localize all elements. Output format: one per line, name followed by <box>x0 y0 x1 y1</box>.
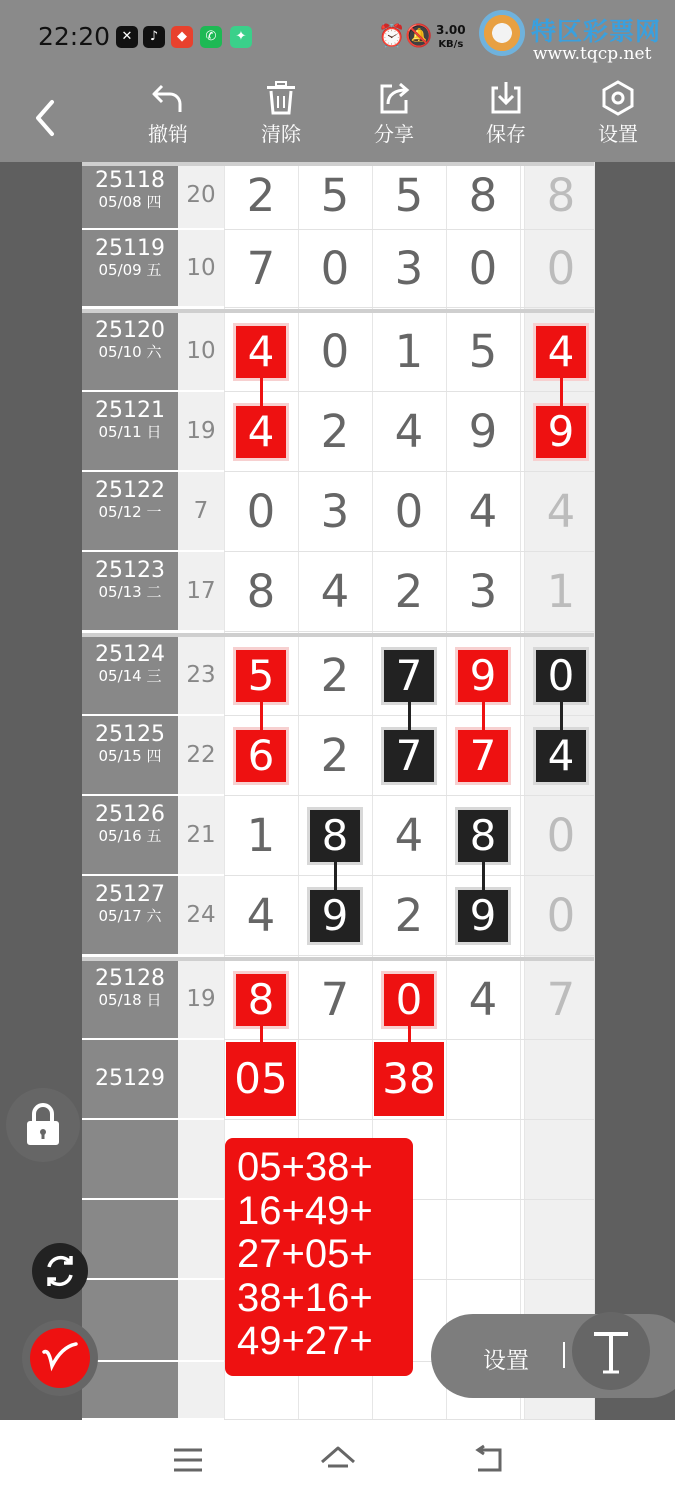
share-label: 分享 <box>374 122 414 146</box>
highlight-digit[interactable]: 0 <box>384 974 434 1026</box>
connector-line <box>408 702 411 730</box>
toolbar <box>0 72 675 162</box>
highlight-digit[interactable]: 9 <box>458 650 508 702</box>
drawn-digit: 2 <box>320 405 350 458</box>
chevron-left-icon <box>28 98 64 138</box>
connector-line <box>560 378 563 406</box>
column-divider <box>594 162 595 1420</box>
connector-line <box>482 862 485 890</box>
drawn-digit: 4 <box>394 809 424 862</box>
status-bar <box>0 0 675 72</box>
sum-cell <box>178 1040 224 1118</box>
net-speed-value: 3.00 <box>436 23 466 37</box>
drawn-digit: 8 <box>468 169 498 222</box>
connector-line <box>260 702 263 730</box>
connector-line <box>260 1026 263 1042</box>
highlight-digit[interactable]: 8 <box>310 810 360 862</box>
app-icon-green: ✦ <box>230 26 252 48</box>
period-cell <box>82 230 178 306</box>
drawn-digit: 2 <box>394 565 424 618</box>
drawn-digit: 4 <box>468 485 498 538</box>
period-date: 05/15 四 <box>98 747 162 765</box>
drawn-digit: 0 <box>468 242 498 295</box>
gear-icon <box>600 80 636 116</box>
highlight-digit[interactable]: 4 <box>536 730 586 782</box>
highlight-digit[interactable]: 6 <box>236 730 286 782</box>
last-digit: 0 <box>546 889 576 942</box>
drawn-digit: 3 <box>320 485 350 538</box>
lock-button[interactable] <box>6 1088 80 1162</box>
drawn-digit: 3 <box>468 565 498 618</box>
period-date: 05/12 一 <box>98 503 162 521</box>
highlight-digit[interactable]: 4 <box>236 326 286 378</box>
period-date: 05/09 五 <box>98 261 162 279</box>
connector-line <box>260 378 263 406</box>
period-number: 25124 <box>95 642 165 667</box>
period-cell <box>82 1120 178 1198</box>
connector-line <box>560 702 563 730</box>
period-cell <box>82 392 178 470</box>
highlight-digit[interactable]: 7 <box>384 730 434 782</box>
drawn-digit: 0 <box>320 325 350 378</box>
drawn-digit: 1 <box>246 809 276 862</box>
settings-pill-label: 设置 <box>483 1348 529 1374</box>
capcut-icon: ✕ <box>116 26 138 48</box>
drawn-digit: 2 <box>394 889 424 942</box>
last-digit: 7 <box>546 973 576 1026</box>
column-divider <box>520 162 521 1420</box>
mute-icon: 🔕 <box>405 24 433 49</box>
drawn-digit: 0 <box>320 242 350 295</box>
period-cell <box>82 1362 178 1418</box>
app-icon: ◆ <box>171 26 193 48</box>
save-button[interactable] <box>466 80 546 160</box>
drawn-digit: 4 <box>246 889 276 942</box>
refresh-button[interactable] <box>32 1243 88 1299</box>
period-date: 05/10 六 <box>98 343 162 361</box>
sum-cell: 24 <box>178 876 224 954</box>
period-number: 25118 <box>95 168 165 193</box>
drawn-digit: 5 <box>394 169 424 222</box>
combo-line: 16+49+ <box>237 1188 373 1233</box>
period-date: 05/13 二 <box>98 583 162 601</box>
combination-note[interactable] <box>225 1138 413 1376</box>
period-cell <box>82 796 178 874</box>
sum-cell: 7 <box>178 472 224 550</box>
text-icon <box>572 1312 650 1390</box>
combo-line: 05+38+ <box>237 1145 373 1189</box>
highlight-digit[interactable]: 9 <box>310 890 360 942</box>
highlight-digit[interactable]: 4 <box>236 406 286 458</box>
period-cell <box>82 636 178 714</box>
combo-line: 49+27+ <box>237 1319 373 1363</box>
settings-button[interactable] <box>578 80 658 160</box>
menu-icon[interactable] <box>170 1444 206 1476</box>
period-date: 05/11 日 <box>98 423 162 441</box>
period-number: 25119 <box>95 236 165 261</box>
sum-cell: 17 <box>178 552 224 630</box>
sum-cell: 23 <box>178 636 224 714</box>
watermark-url: www.tqcp.net <box>533 44 652 64</box>
tiktok-icon: ♪ <box>143 26 165 48</box>
settings-label: 设置 <box>598 122 638 146</box>
period-date: 05/18 日 <box>98 991 162 1009</box>
phone-app-icon: ✆ <box>200 26 222 48</box>
period-cell <box>82 716 178 794</box>
column-divider <box>524 162 525 1420</box>
alarm-icon: ⏰ <box>378 24 406 49</box>
drawn-digit: 0 <box>246 485 276 538</box>
period-date: 05/16 五 <box>98 827 162 845</box>
text-tool-button[interactable] <box>572 1312 650 1390</box>
drawn-digit: 1 <box>394 325 424 378</box>
period-number: 25127 <box>95 882 165 907</box>
drawn-digit: 2 <box>320 729 350 782</box>
drawn-digit: 3 <box>394 242 424 295</box>
period-cell <box>82 876 178 954</box>
sum-cell: 20 <box>178 162 224 228</box>
sum-cell <box>178 1200 224 1278</box>
undo-icon <box>150 80 186 116</box>
sum-cell: 22 <box>178 716 224 794</box>
prediction-box[interactable]: 38 <box>374 1042 444 1116</box>
sum-cell <box>178 1362 224 1418</box>
drawn-digit: 7 <box>320 973 350 1026</box>
highlight-digit[interactable]: 9 <box>458 890 508 942</box>
drawn-digit: 9 <box>468 405 498 458</box>
clock: 22:20 <box>38 22 111 51</box>
pen-button[interactable] <box>22 1320 98 1396</box>
period-cell: 25129 <box>82 1040 178 1118</box>
period-cell <box>82 312 178 390</box>
back-nav-icon[interactable] <box>470 1444 506 1476</box>
clear-label: 清除 <box>261 122 301 146</box>
period-number: 25121 <box>95 398 165 423</box>
highlight-digit[interactable]: 5 <box>236 650 286 702</box>
connector-line <box>408 1026 411 1042</box>
divider <box>563 1342 565 1368</box>
period-number: 25126 <box>95 802 165 827</box>
period-cell <box>82 1200 178 1278</box>
last-digit: 8 <box>546 169 576 222</box>
sum-cell: 19 <box>178 960 224 1038</box>
highlight-digit[interactable]: 4 <box>536 326 586 378</box>
period-number: 25125 <box>95 722 165 747</box>
drawn-digit: 4 <box>320 565 350 618</box>
sum-cell: 10 <box>178 312 224 390</box>
period-number: 25123 <box>95 558 165 583</box>
lock-icon <box>6 1088 80 1162</box>
back-button[interactable] <box>28 98 64 138</box>
period-date: 05/17 六 <box>98 907 162 925</box>
highlight-digit[interactable]: 7 <box>384 650 434 702</box>
combo-line: 38+16+ <box>237 1275 373 1320</box>
undo-label: 撤销 <box>148 122 188 146</box>
sum-cell <box>178 1280 224 1360</box>
highlight-digit[interactable]: 0 <box>536 650 586 702</box>
download-icon <box>488 80 524 116</box>
clear-button[interactable] <box>241 80 321 160</box>
network-speed <box>436 24 466 51</box>
watermark <box>475 6 675 66</box>
period-cell <box>82 162 178 228</box>
last-digit: 0 <box>546 809 576 862</box>
period-date: 05/08 四 <box>98 193 162 211</box>
share-icon <box>376 80 412 116</box>
period-number: 25128 <box>95 966 165 991</box>
last-digit: 4 <box>546 485 576 538</box>
share-button[interactable] <box>354 80 434 160</box>
refresh-icon <box>32 1243 88 1299</box>
period-number: 25120 <box>95 318 165 343</box>
connector-line <box>482 702 485 730</box>
drawn-digit: 8 <box>246 565 276 618</box>
highlight-digit[interactable]: 9 <box>536 406 586 458</box>
highlight-digit[interactable]: 8 <box>236 974 286 1026</box>
drawn-digit: 5 <box>320 169 350 222</box>
drawn-digit: 4 <box>468 973 498 1026</box>
drawn-digit: 2 <box>246 169 276 222</box>
period-cell <box>82 552 178 630</box>
drawn-digit: 2 <box>320 649 350 702</box>
drawn-digit: 7 <box>246 242 276 295</box>
drawn-digit: 0 <box>394 485 424 538</box>
navigation-bar <box>0 1420 675 1500</box>
drawn-digit: 5 <box>468 325 498 378</box>
pen-color-swatch <box>30 1328 90 1388</box>
last-digit: 1 <box>546 565 576 618</box>
right-margin <box>594 162 675 1420</box>
watermark-logo-icon <box>479 10 525 56</box>
period-number: 25122 <box>95 478 165 503</box>
undo-button[interactable] <box>128 80 208 160</box>
trash-icon <box>263 80 299 116</box>
sum-cell <box>178 1120 224 1198</box>
pen-icon <box>30 1328 90 1388</box>
left-margin <box>0 162 82 1420</box>
period-cell <box>82 472 178 550</box>
highlight-digit[interactable]: 7 <box>458 730 508 782</box>
save-label: 保存 <box>486 122 526 146</box>
last-digit: 0 <box>546 242 576 295</box>
net-speed-unit: KB/s <box>438 39 464 50</box>
home-icon[interactable] <box>318 1442 358 1478</box>
combo-line: 27+05+ <box>237 1232 373 1276</box>
connector-line <box>334 862 337 890</box>
period-date: 05/14 三 <box>98 667 162 685</box>
sum-cell: 19 <box>178 392 224 470</box>
prediction-box[interactable]: 05 <box>226 1042 296 1116</box>
drawn-digit: 4 <box>394 405 424 458</box>
highlight-digit[interactable]: 8 <box>458 810 508 862</box>
period-cell <box>82 960 178 1038</box>
sum-cell: 10 <box>178 230 224 306</box>
sum-cell: 21 <box>178 796 224 874</box>
row-divider <box>224 1119 594 1120</box>
watermark-text: 特区彩票网 <box>531 17 662 46</box>
